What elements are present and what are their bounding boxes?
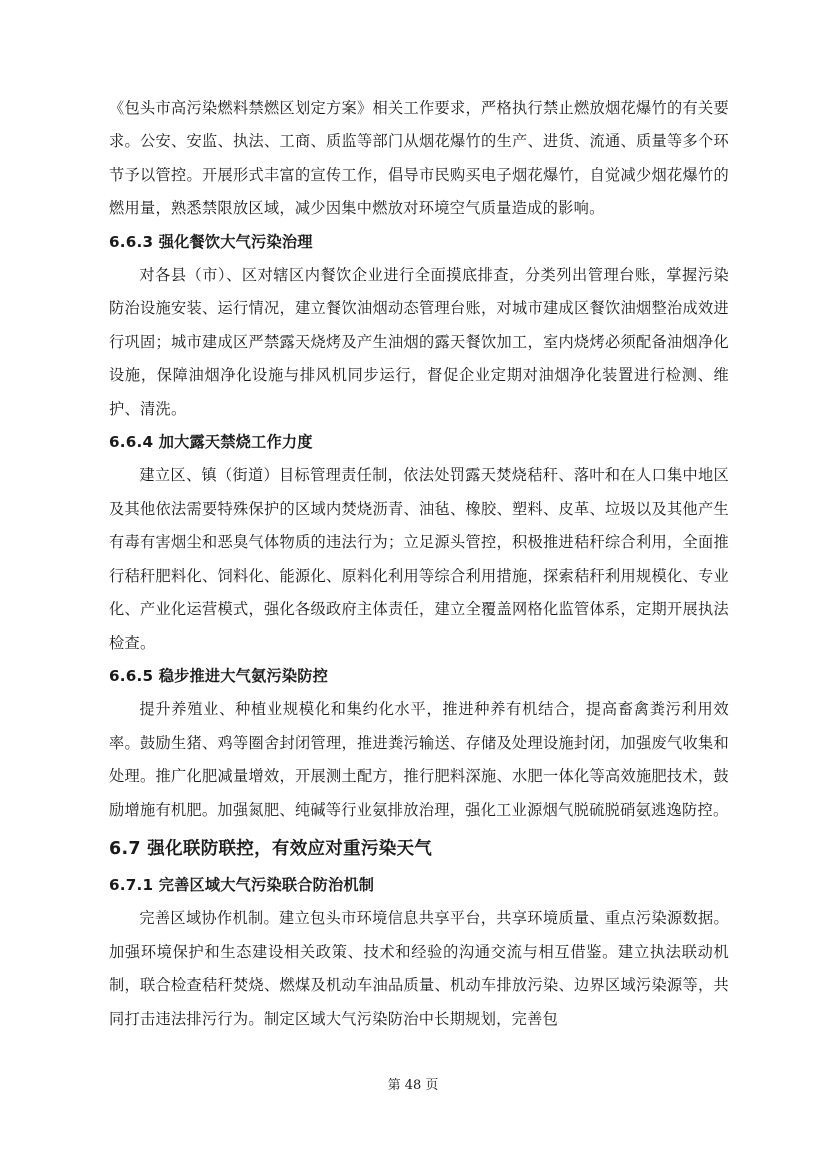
section-6-7-heading: 6.7 强化联防联控，有效应对重污染天气: [109, 838, 433, 859]
section-6-6-4-heading: 6.6.4 加大露天禁烧工作力度: [109, 433, 313, 452]
intro-paragraph: 《包头市高污染燃料禁燃区划定方案》相关工作要求，严格执行禁止燃放烟花爆竹的有关要求。公安、安监、执法、工商、质监等部门从烟花爆竹的生产、进货、流通、质量等多个环节予以管控。开展形式丰富的宣传工作，倡导市民购买电子烟花爆竹，自觉减少烟花爆竹的燃用量，熟悉禁限放区域，减少因集中燃放对环境空气质量造成的影响。: [109, 99, 729, 218]
section-6-6-5-paragraph: 提升养殖业、种植业规模化和集约化水平，推进种养有机结合，提高畜禽粪污利用效率。鼓励生猪、鸡等圈舍封闭管理，推进粪污输送、存储及处理设施封闭，加强废气收集和处理。推广化肥减量增效，开展测土配方，推行肥料深施、水肥一体化等高效施肥技术，鼓励增施有机肥。加强氮肥、纯碱等行业氨排放治理，强化工业源烟气脱硫脱硝氨逃逸防控。: [109, 700, 729, 819]
page-number: 第 48 页: [387, 1078, 439, 1093]
section-6-6-4-paragraph: 建立区、镇（街道）目标管理责任制，依法处罚露天焚烧秸秆、落叶和在人口集中地区及其他依法需要特殊保护的区域内焚烧沥青、油毡、橡胶、塑料、皮革、垃圾以及其他产生有毒有害烟尘和恶臭气体物质的违法行为；立足源头管控，积极推进秸秆综合利用，全面推行秸秆肥料化、饲料化、能源化、原料化利用等综合利用措施，探索秸秆利用规模化、专业化、产业化运营模式，强化各级政府主体责任，建立全覆盖网格化监管体系，定期开展执法检查。: [109, 466, 729, 652]
document-body: [109, 92, 729, 1036]
section-6-6-3-heading: 6.6.3 强化餐饮大气污染治理: [109, 232, 313, 251]
section-6-7-1-heading: 6.7.1 完善区域大气污染联合防治机制: [109, 875, 375, 894]
section-6-7-1-paragraph: 完善区域协作机制。建立包头市环境信息共享平台，共享环境质量、重点污染源数据。加强环境保护和生态建设相关政策、技术和经验的沟通交流与相互借鉴。建立执法联动机制，联合检查秸秆焚烧、燃煤及机动车油品质量、机动车排放污染、边界区域污染源等，共同打击违法排污行为。制定区域大气污染防治中长期规划，完善包: [109, 909, 729, 1028]
section-6-6-3-paragraph: 对各县（市）、区对辖区内餐饮企业进行全面摸底排查，分类列出管理台账，掌握污染防治设施安装、运行情况，建立餐饮油烟动态管理台账，对城市建成区餐饮油烟整治成效进行巩固；城市建成区严禁露天烧烤及产生油烟的露天餐饮加工，室内烧烤必须配备油烟净化设施，保障油烟净化设施与排风机同步运行，督促企业定期对油烟净化装置进行检测、维护、清洗。: [109, 266, 729, 418]
section-6-6-5-heading: 6.6.5 稳步推进大气氨污染防控: [109, 666, 328, 685]
